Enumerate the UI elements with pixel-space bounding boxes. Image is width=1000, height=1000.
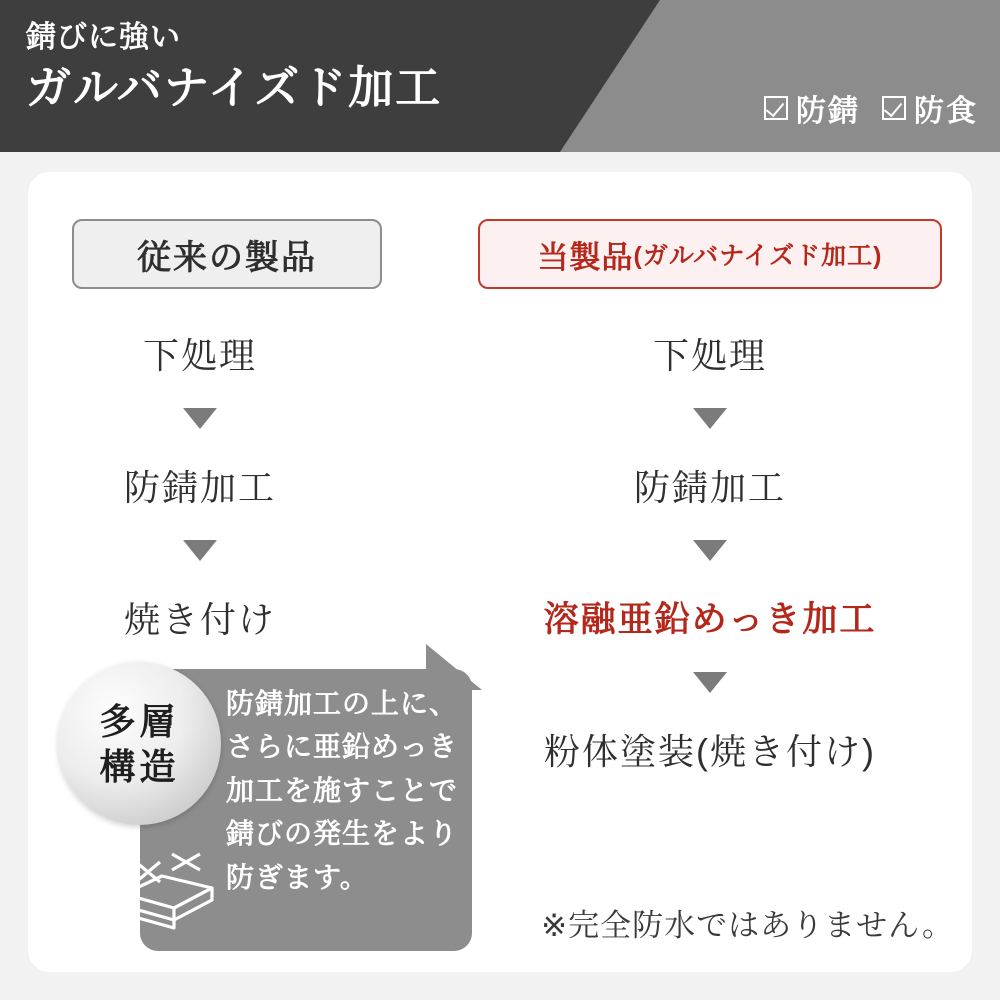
header-badge-list [764, 86, 978, 130]
new-arrow-1-icon [693, 408, 727, 429]
callout-text-line-4: 錆びの発生をより [226, 818, 459, 850]
header-badge-anticorrosion-label: 防食 [914, 95, 978, 128]
header-banner [0, 0, 1000, 152]
header-title-group [26, 20, 442, 116]
comparison-card [28, 172, 972, 972]
checkbox-icon [764, 96, 788, 120]
header-subtitle: 錆びに強い [26, 21, 181, 54]
column-heading-conventional-label: 従来の製品 [137, 238, 317, 277]
multilayer-badge [58, 662, 221, 825]
multilayer-badge-line-2: 構造 [99, 745, 180, 787]
multilayer-badge-line-1: 多層 [99, 700, 180, 742]
old-arrow-2-icon [183, 540, 217, 561]
new-step-1: 下処理 [652, 335, 768, 376]
old-arrow-1-icon [183, 408, 217, 429]
column-heading-ourproduct-sublabel: (ガルバナイズド加工) [633, 242, 883, 270]
column-heading-ourproduct [478, 219, 942, 289]
new-step-2: 防錆加工 [633, 467, 787, 508]
old-step-1: 下処理 [142, 335, 258, 376]
footnote: ※完全防水ではありません。 [541, 908, 954, 943]
new-arrow-2-icon [693, 540, 727, 561]
header-badge-antirust-label: 防錆 [796, 95, 860, 128]
layers-icon [116, 848, 220, 930]
callout-text-line-2: さらに亜鉛めっき [226, 731, 458, 763]
column-heading-ourproduct-label: 当製品 [537, 239, 634, 275]
column-heading-conventional [72, 219, 382, 289]
checkbox-icon [882, 96, 906, 120]
new-step-3-highlight: 溶融亜鉛めっき加工 [543, 600, 877, 639]
header-title: ガルバナイズド加工 [26, 62, 443, 113]
header-badge-antirust [764, 86, 860, 130]
new-arrow-3-icon [693, 672, 727, 693]
callout-text-line-3: 加工を施すことで [226, 774, 459, 806]
callout-text-line-5: 防ぎます。 [226, 861, 369, 893]
header-badge-anticorrosion [882, 86, 978, 130]
old-step-3: 焼き付け [123, 599, 277, 640]
old-step-2: 防錆加工 [123, 467, 277, 508]
callout-text-line-1: 防錆加工の上に、 [226, 688, 459, 719]
new-step-4: 粉体塗装(焼き付け) [544, 731, 876, 772]
callout-text [226, 682, 476, 899]
